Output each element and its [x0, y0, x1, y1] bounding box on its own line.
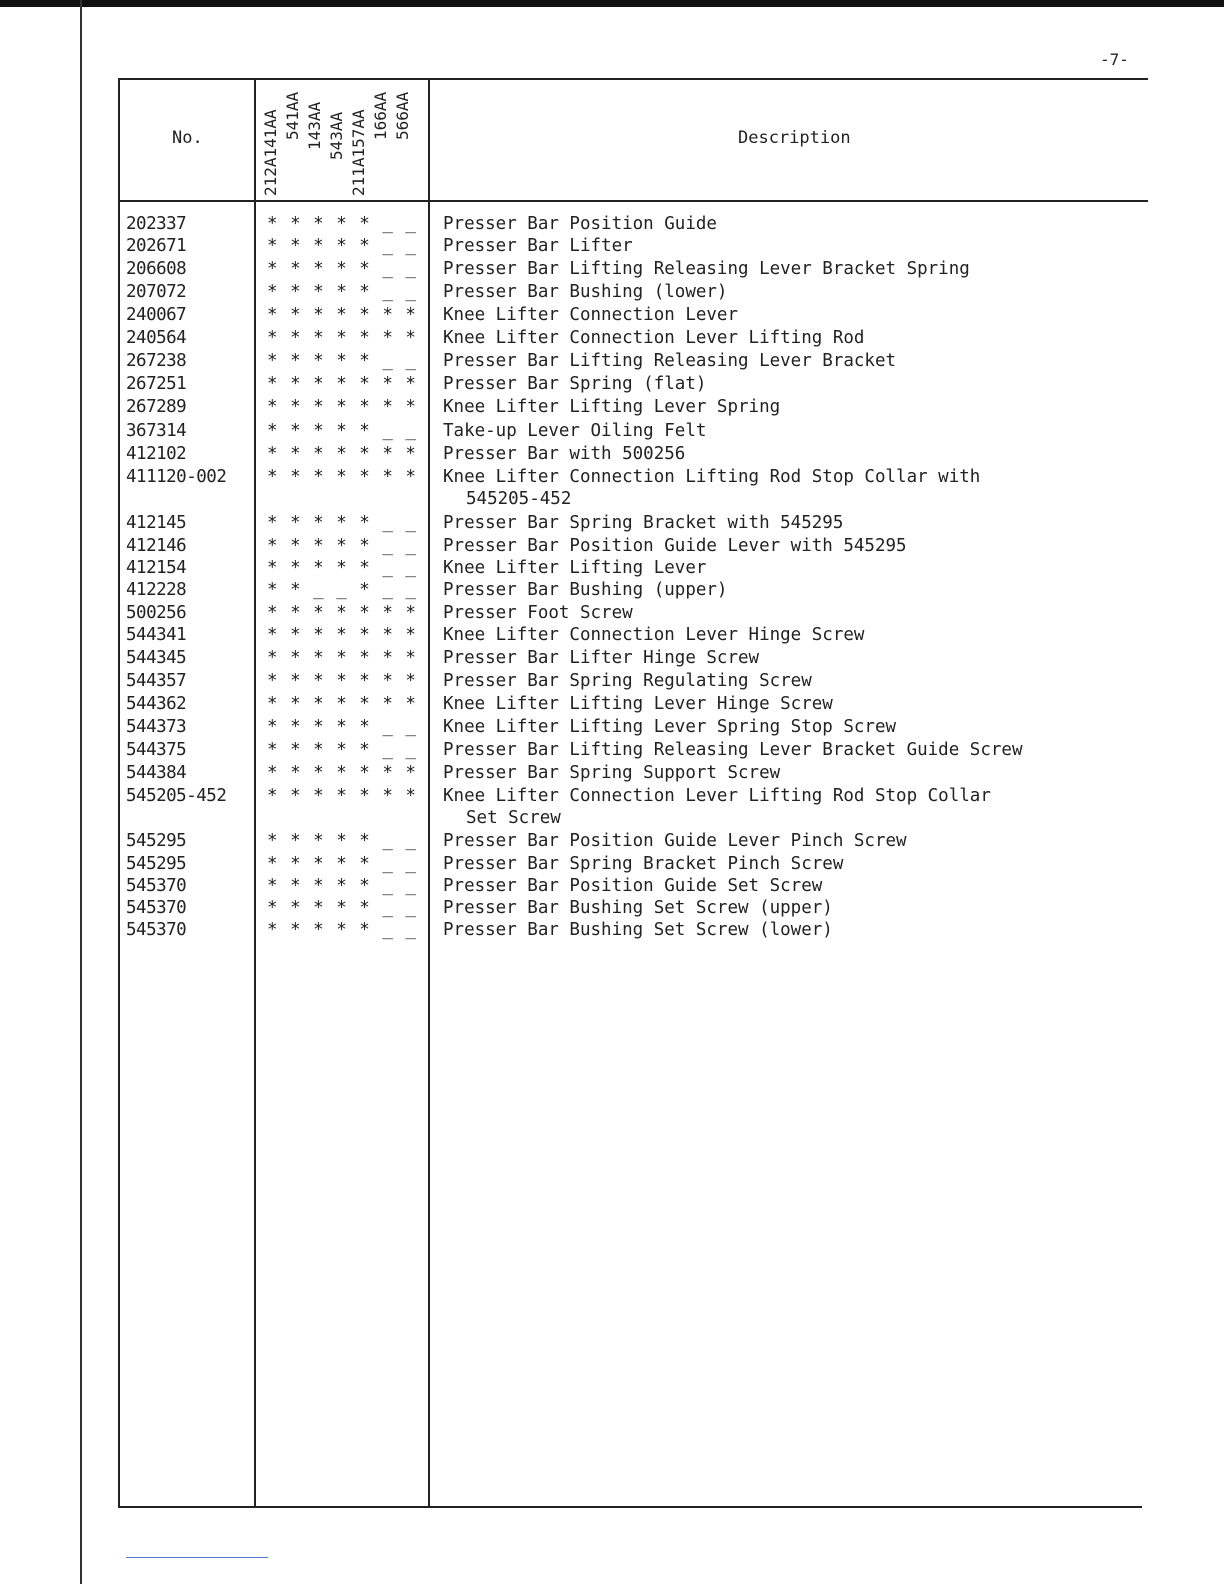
model-marks: * * * * * * *: [267, 694, 417, 714]
table-row: [118, 513, 1148, 536]
page-number: -7-: [1100, 50, 1129, 69]
model-marks: * * * * * * *: [267, 397, 417, 417]
table-row: [118, 558, 1148, 580]
part-description: Knee Lifter Connection Lever: [443, 305, 739, 325]
part-number: 412146: [126, 536, 187, 556]
model-label: 541AA: [283, 91, 302, 140]
part-number: 544362: [126, 694, 187, 714]
part-number: 267289: [126, 397, 187, 417]
part-description: Presser Bar Spring Regulating Screw: [443, 671, 812, 691]
model-marks: * * * * * _ _: [267, 282, 417, 302]
model-marks: * * * * * _ _: [267, 876, 417, 896]
model-marks: * * * * * _ _: [267, 717, 417, 737]
column-header-no: No.: [172, 128, 203, 148]
part-description-continued: Set Screw: [466, 808, 561, 828]
table-row: [118, 259, 1148, 282]
table-row: [118, 328, 1148, 351]
part-number: 545295: [126, 831, 187, 851]
part-number: 240067: [126, 305, 187, 325]
model-marks: * * * * * * *: [267, 625, 417, 645]
part-number: 412228: [126, 580, 187, 600]
table-row: [118, 648, 1148, 671]
model-marks: * * * * * * *: [267, 603, 417, 623]
table-row: [118, 467, 1148, 513]
part-number: 412154: [126, 558, 187, 578]
table-row: [118, 763, 1148, 786]
model-marks: * * * * * _ _: [267, 854, 417, 874]
part-number: 544341: [126, 625, 187, 645]
part-description: Presser Bar Lifting Releasing Lever Bracket: [443, 351, 897, 371]
part-description: Presser Bar Bushing (lower): [443, 282, 728, 302]
model-marks: * * * * * * *: [267, 444, 417, 464]
column-header-description: Description: [738, 128, 851, 148]
model-marks: * * _ _ * _ _: [267, 580, 417, 600]
table-row: [118, 214, 1148, 236]
table-row: [118, 351, 1148, 374]
table-row: [118, 786, 1148, 831]
part-number: 545370: [126, 898, 187, 918]
model-marks: * * * * * _ _: [267, 351, 417, 371]
model-marks: * * * * * _ _: [267, 740, 417, 760]
footer-underline-mark: [126, 1557, 268, 1558]
part-number: 500256: [126, 603, 187, 623]
model-marks: * * * * * * *: [267, 763, 417, 783]
header-bottom-border: [118, 200, 1148, 202]
table-row: [118, 717, 1148, 740]
model-label: 143AA: [305, 101, 324, 150]
part-description: Knee Lifter Connection Lever Hinge Screw: [443, 625, 865, 645]
part-description: Presser Bar Spring Support Screw: [443, 763, 781, 783]
part-number: 545295: [126, 854, 187, 874]
part-description: Presser Bar Spring Bracket Pinch Screw: [443, 854, 844, 874]
part-number: 367314: [126, 421, 187, 441]
part-description: Knee Lifter Connection Lever Lifting Rod Stop Collar: [443, 786, 991, 806]
part-description: Presser Bar Lifting Releasing Lever Bracket Guide Screw: [443, 740, 1023, 760]
part-number: 207072: [126, 282, 187, 302]
part-number: 544357: [126, 671, 187, 691]
part-description: Knee Lifter Connection Lifting Rod Stop Collar with: [443, 467, 981, 487]
part-number: 202337: [126, 214, 187, 234]
table-row: [118, 898, 1148, 920]
table-row: [118, 282, 1148, 305]
part-number: 240564: [126, 328, 187, 348]
model-marks: * * * * * * *: [267, 671, 417, 691]
part-description: Presser Bar Lifting Releasing Lever Bracket Spring: [443, 259, 970, 279]
part-number: 545205-452: [126, 786, 227, 806]
model-marks: * * * * * * *: [267, 305, 417, 325]
table-row: [118, 444, 1148, 467]
table-body: [118, 214, 1148, 943]
part-description: Presser Bar Position Guide Set Screw: [443, 876, 823, 896]
part-description: Presser Bar Spring (flat): [443, 374, 707, 394]
model-marks: * * * * * _ _: [267, 898, 417, 918]
part-description: Presser Bar Bushing (upper): [443, 580, 728, 600]
part-number: 267251: [126, 374, 187, 394]
model-marks: * * * * * _ _: [267, 536, 417, 556]
table-row: [118, 876, 1148, 898]
part-description: Knee Lifter Lifting Lever Hinge Screw: [443, 694, 833, 714]
model-marks: * * * * * _ _: [267, 259, 417, 279]
table-row: [118, 236, 1148, 259]
part-description: Knee Lifter Lifting Lever Spring Stop Screw: [443, 717, 897, 737]
part-number: 267238: [126, 351, 187, 371]
part-number: 202671: [126, 236, 187, 256]
model-label: 543AA: [327, 111, 346, 160]
part-number: 411120-002: [126, 467, 227, 487]
table-row: [118, 694, 1148, 717]
part-number: 544373: [126, 717, 187, 737]
model-marks: * * * * * * *: [267, 374, 417, 394]
part-description: Knee Lifter Lifting Lever: [443, 558, 707, 578]
part-description: Take-up Lever Oiling Felt: [443, 421, 707, 441]
model-marks: * * * * * * *: [267, 328, 417, 348]
model-marks: * * * * * _ _: [267, 236, 417, 256]
part-number: 412102: [126, 444, 187, 464]
part-description: Presser Bar Spring Bracket with 545295: [443, 513, 844, 533]
model-label: 166AA: [371, 91, 390, 140]
part-description: Presser Bar Lifter: [443, 236, 633, 256]
table-row: [118, 920, 1148, 943]
part-number: 545370: [126, 920, 187, 940]
table-row: [118, 374, 1148, 397]
binding-margin-line: [80, 0, 82, 1584]
table-row: [118, 625, 1148, 648]
table-row: [118, 580, 1148, 603]
part-description: Presser Bar with 500256: [443, 444, 686, 464]
table-row: [118, 305, 1148, 328]
part-description: Presser Bar Position Guide: [443, 214, 717, 234]
part-number: 206608: [126, 259, 187, 279]
table-row: [118, 603, 1148, 625]
model-marks: * * * * * _ _: [267, 214, 417, 234]
model-marks: * * * * * * *: [267, 467, 417, 487]
part-description: Knee Lifter Lifting Lever Spring: [443, 397, 781, 417]
model-marks: * * * * * * *: [267, 786, 417, 806]
part-description: Presser Bar Lifter Hinge Screw: [443, 648, 760, 668]
model-label: 211A157AA: [349, 109, 368, 196]
table-row: [118, 831, 1148, 854]
table-row: [118, 671, 1148, 694]
table-bottom-border: [118, 1506, 1142, 1508]
part-description: Presser Bar Position Guide Lever Pinch Screw: [443, 831, 907, 851]
table-top-border: [118, 78, 1148, 80]
model-marks: * * * * * * *: [267, 648, 417, 668]
table-row: [118, 740, 1148, 763]
table-row: [118, 536, 1148, 558]
part-number: 412145: [126, 513, 187, 533]
model-marks: * * * * * _ _: [267, 513, 417, 533]
part-number: 544345: [126, 648, 187, 668]
column-header-models: [261, 84, 429, 196]
part-description-continued: 545205-452: [466, 489, 572, 509]
part-number: 545370: [126, 876, 187, 896]
part-description: Presser Bar Bushing Set Screw (upper): [443, 898, 833, 918]
model-marks: * * * * * _ _: [267, 421, 417, 441]
part-description: Knee Lifter Connection Lever Lifting Rod: [443, 328, 865, 348]
parts-table: [118, 78, 1148, 1526]
part-number: 544375: [126, 740, 187, 760]
model-marks: * * * * * _ _: [267, 831, 417, 851]
model-marks: * * * * * _ _: [267, 558, 417, 578]
part-description: Presser Bar Bushing Set Screw (lower): [443, 920, 833, 940]
table-row: [118, 854, 1148, 876]
model-label: 566AA: [393, 91, 412, 140]
part-description: Presser Foot Screw: [443, 603, 633, 623]
model-marks: * * * * * _ _: [267, 920, 417, 940]
model-label: 212A141AA: [261, 109, 280, 196]
part-number: 544384: [126, 763, 187, 783]
table-row: [118, 421, 1148, 444]
part-description: Presser Bar Position Guide Lever with 545295: [443, 536, 907, 556]
top-scan-border: [0, 0, 1224, 7]
table-row: [118, 397, 1148, 421]
